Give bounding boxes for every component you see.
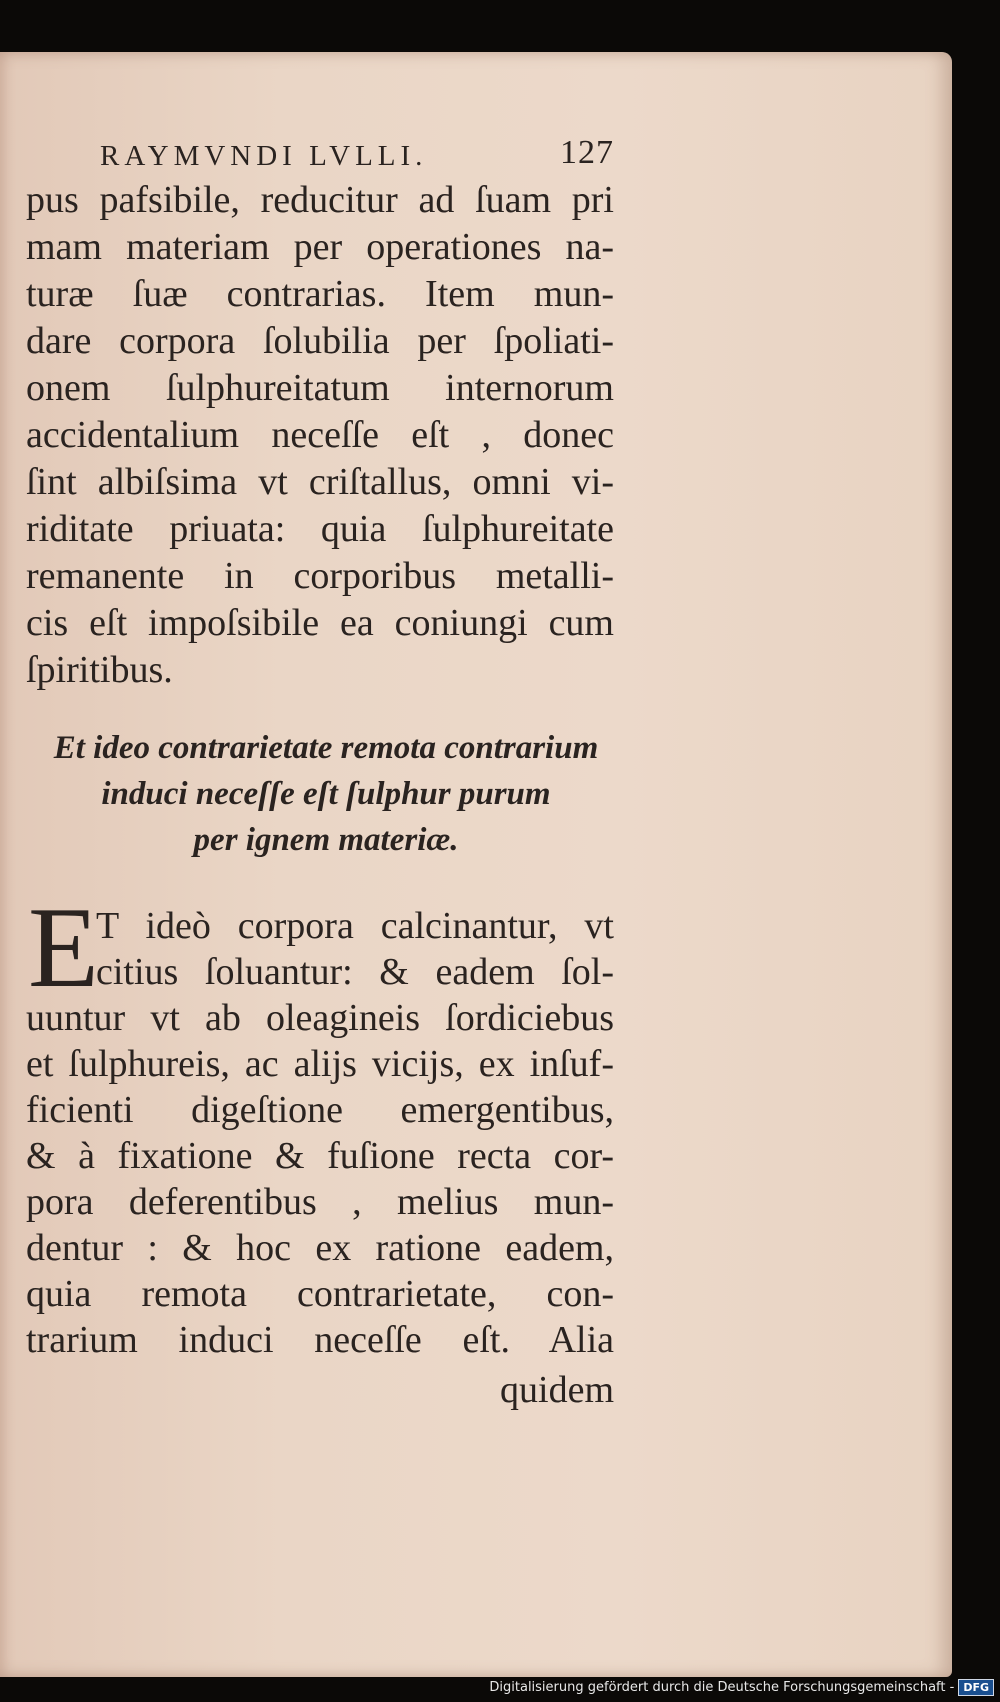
text-line: et ſulphureis, ac alijs vicijs, ex inſuf- (26, 1043, 614, 1085)
page-header (100, 92, 620, 172)
digitization-footer (489, 1679, 994, 1696)
text-line: remanente in corporibus metalli- (26, 555, 614, 597)
page-number: 127 (560, 134, 614, 171)
text-line: turæ ſuæ contrarias. Item mun- (26, 273, 614, 315)
text-line: quia remota contrarietate, con- (26, 1273, 614, 1315)
dfg-logo: DFG (958, 1679, 994, 1696)
text-line: mam materiam per operationes na- (26, 226, 614, 268)
text-line: cis eſt impoſsibile ea coniungi cum (26, 602, 614, 644)
text-line: onem ſulphureitatum internorum (26, 367, 614, 409)
text-line: pora deferentibus , melius mun- (26, 1181, 614, 1223)
caption-line: Et ideo contrarietate remota contrarium (53, 730, 599, 766)
text-line: T ideò corpora calcinantur, vt (96, 905, 614, 947)
catchword: quidem (500, 1369, 614, 1411)
footer-text: Digitalisierung gefördert durch die Deutsche Forschungsgemeinschaft - (489, 1680, 955, 1695)
text-line: dentur : & hoc ex ratione eadem, (26, 1227, 614, 1269)
text-line: riditate priuata: quia ſulphureitate (26, 508, 614, 550)
text-line: citius ſoluantur: & eadem ſol- (96, 951, 614, 993)
text-line: accidentalium neceſſe eſt , donec (26, 414, 614, 456)
text-line: & à fixatione & fuſione recta cor- (26, 1135, 614, 1177)
text-line: ſpiritibus. (26, 649, 173, 691)
caption-line: per ignem materiæ. (193, 822, 459, 858)
caption-line: induci neceſſe eſt ſulphur purum (101, 776, 551, 812)
text-line: pus pafsibile, reducitur ad ſuam pri (26, 179, 614, 221)
running-title: RAYMVNDI LVLLI. (100, 140, 428, 172)
text-line: dare corpora ſolubilia per ſpoliati- (26, 320, 614, 362)
text-line: uuntur vt ab oleagineis ſordiciebus (26, 997, 614, 1039)
text-line: trarium induci neceſſe eſt. Alia (26, 1319, 614, 1361)
text-line: ficienti digeſtione emergentibus, (26, 1089, 614, 1131)
text-line: ſint albiſsima vt criſtallus, omni vi- (26, 461, 614, 503)
drop-capital: E (28, 884, 99, 1012)
